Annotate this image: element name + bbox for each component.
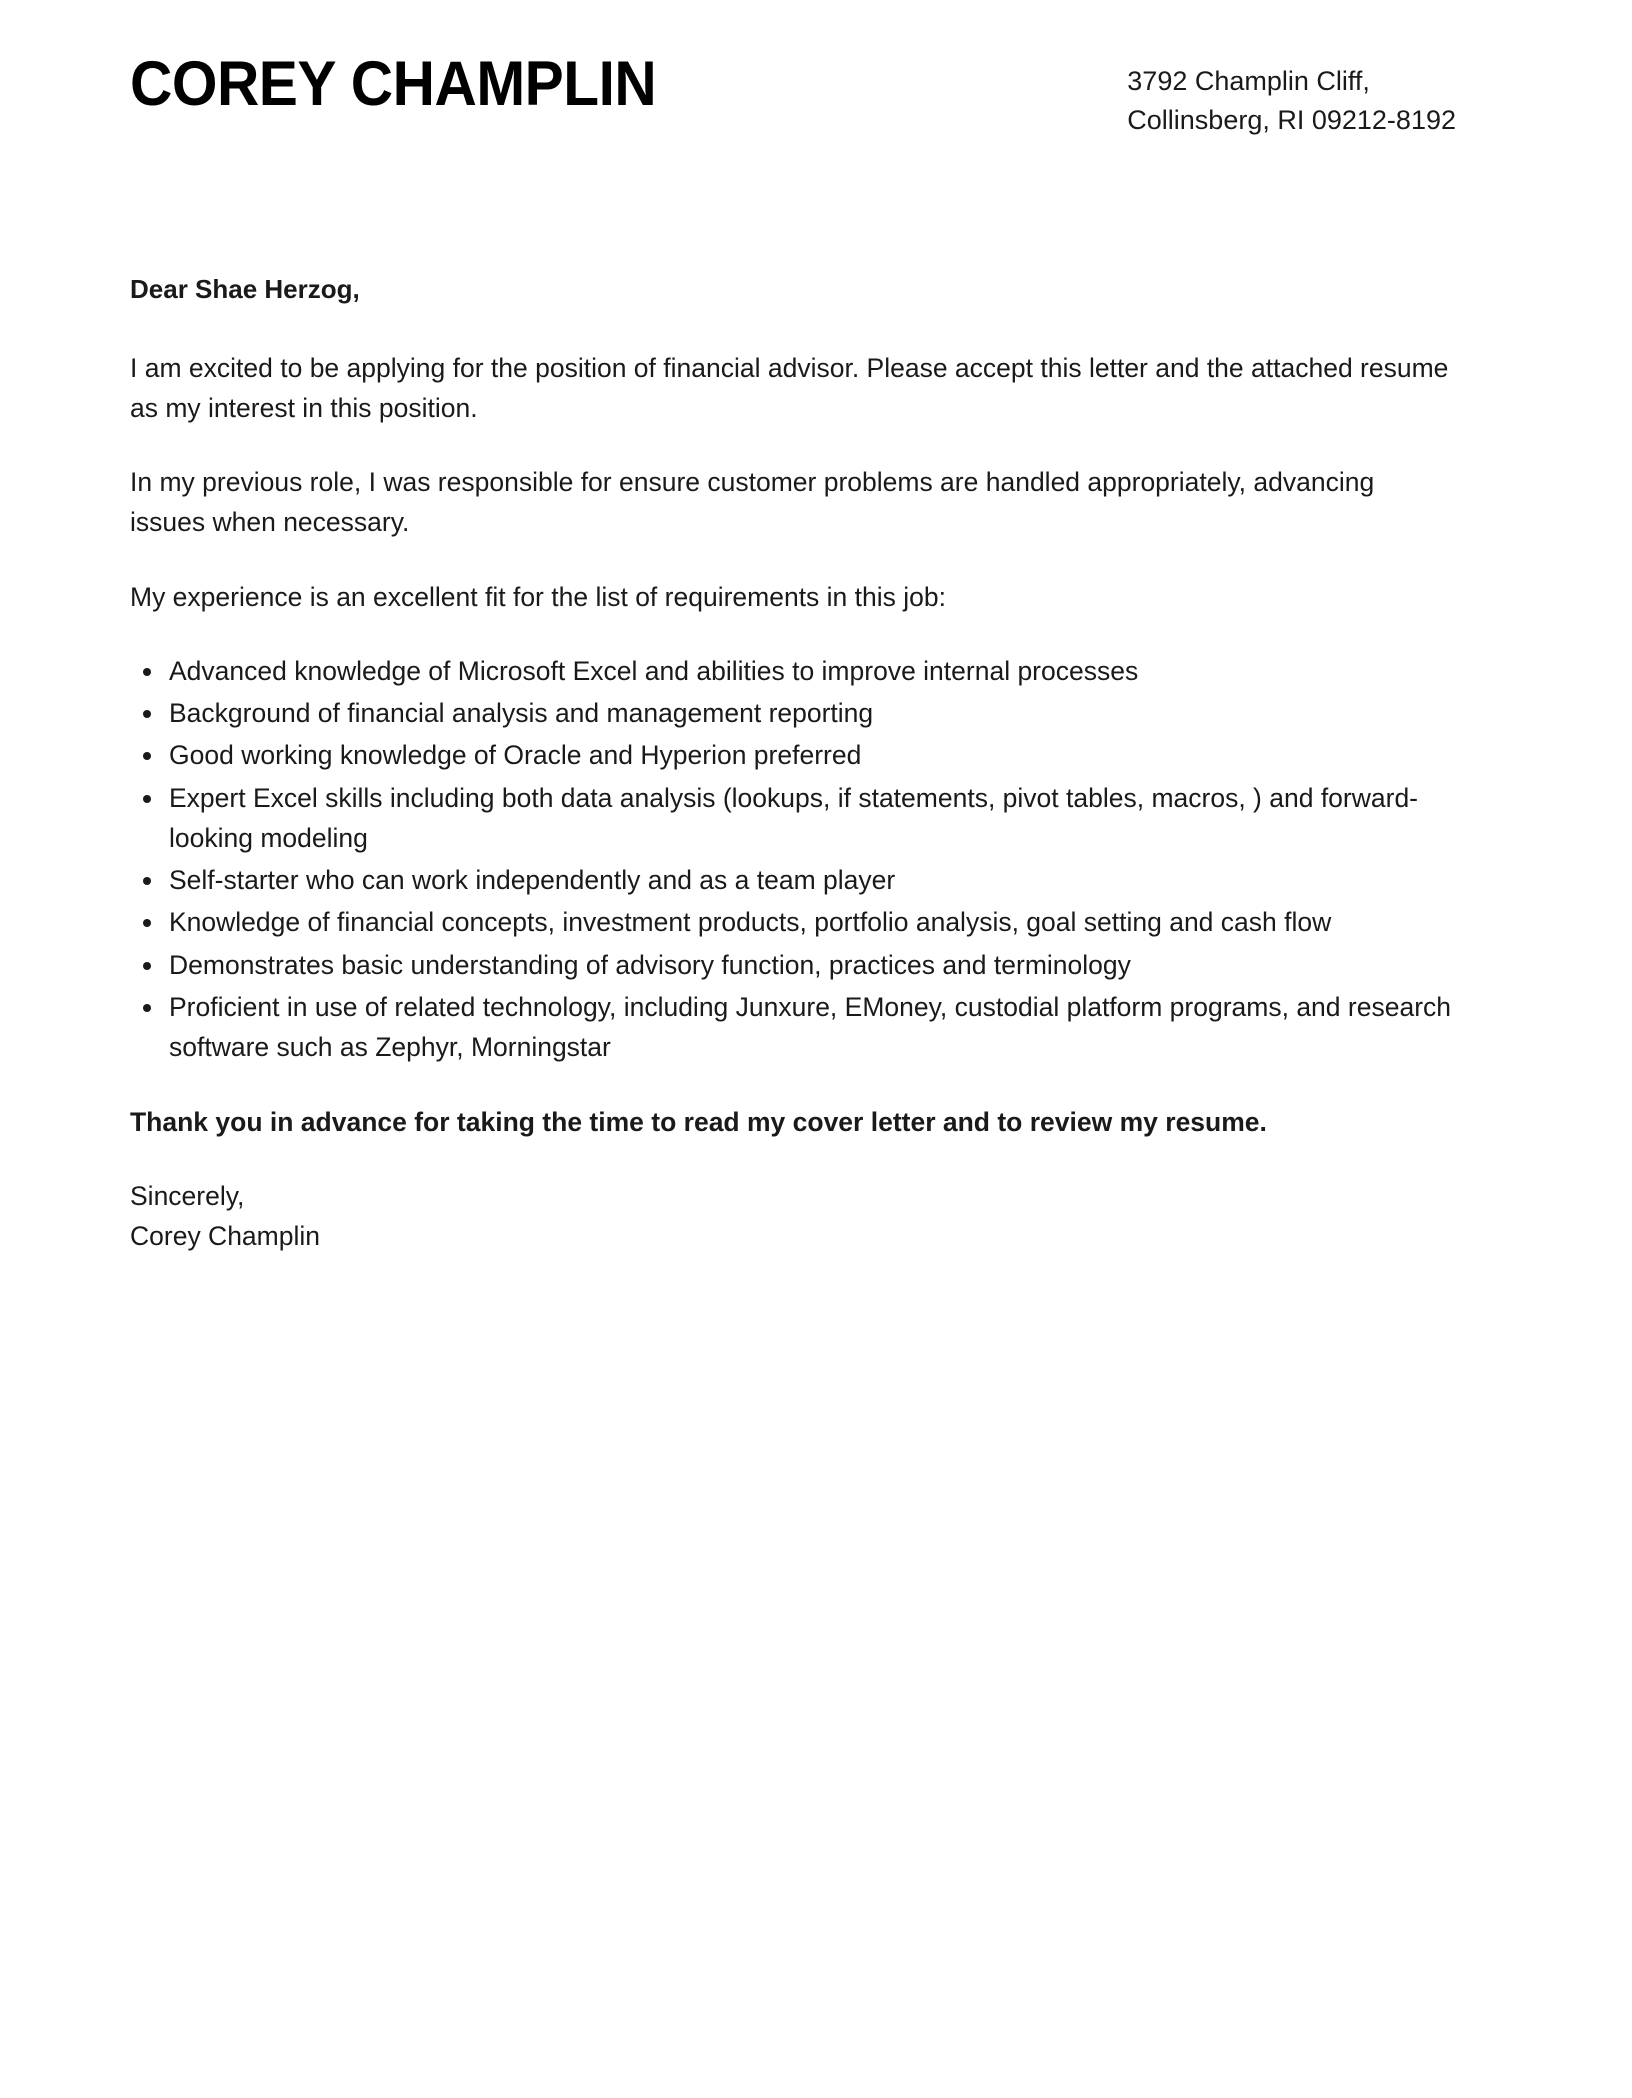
letterhead (130, 0, 1456, 148)
body-paragraph-3: My experience is an excellent fit for the list of requirements in this job: (130, 581, 946, 612)
list-item: Expert Excel skills including both data analysis (lookups, if statements, pivot tables, macros, ) and forward-looking modeling (130, 778, 1456, 859)
list-item: Background of financial analysis and management reporting (130, 693, 1456, 733)
body-paragraph-1: I am excited to be applying for the position of financial advisor. Please accept this letter and the attached resume as my interest in this position. (130, 352, 1449, 423)
signature-name: Corey Champlin (130, 1221, 320, 1252)
requirements-list (130, 651, 1456, 1068)
list-item: Knowledge of financial concepts, investment products, portfolio analysis, goal setting and cash flow (130, 902, 1456, 942)
closing-statement: Thank you in advance for taking the time to read my cover letter and to review my resume. (130, 1106, 1267, 1137)
address-line-2: Collinsberg, RI 09212-8192 (1127, 105, 1456, 136)
applicant-name-heading: COREY CHAMPLIN (130, 49, 657, 119)
body-paragraph-2: In my previous role, I was responsible for ensure customer problems are handled appropriately, advancing issues when necessary. (130, 467, 1375, 538)
letter-body (130, 270, 1456, 1256)
signoff: Sincerely, (130, 1180, 245, 1211)
list-item: Demonstrates basic understanding of advisory function, practices and terminology (130, 945, 1456, 985)
list-item: Proficient in use of related technology, including Junxure, EMoney, custodial platform programs, and research software such as Zephyr, Morningstar (130, 987, 1456, 1068)
salutation: Dear Shae Herzog, (130, 274, 360, 304)
letter-content (130, 0, 1456, 1256)
list-item: Self-starter who can work independently and as a team player (130, 860, 1456, 900)
signature-block (130, 1176, 1456, 1257)
list-item: Good working knowledge of Oracle and Hyperion preferred (130, 735, 1456, 775)
sender-address-block (1087, 62, 1456, 140)
list-item: Advanced knowledge of Microsoft Excel and abilities to improve internal processes (130, 651, 1456, 691)
address-line-1: 3792 Champlin Cliff, (1127, 66, 1370, 96)
